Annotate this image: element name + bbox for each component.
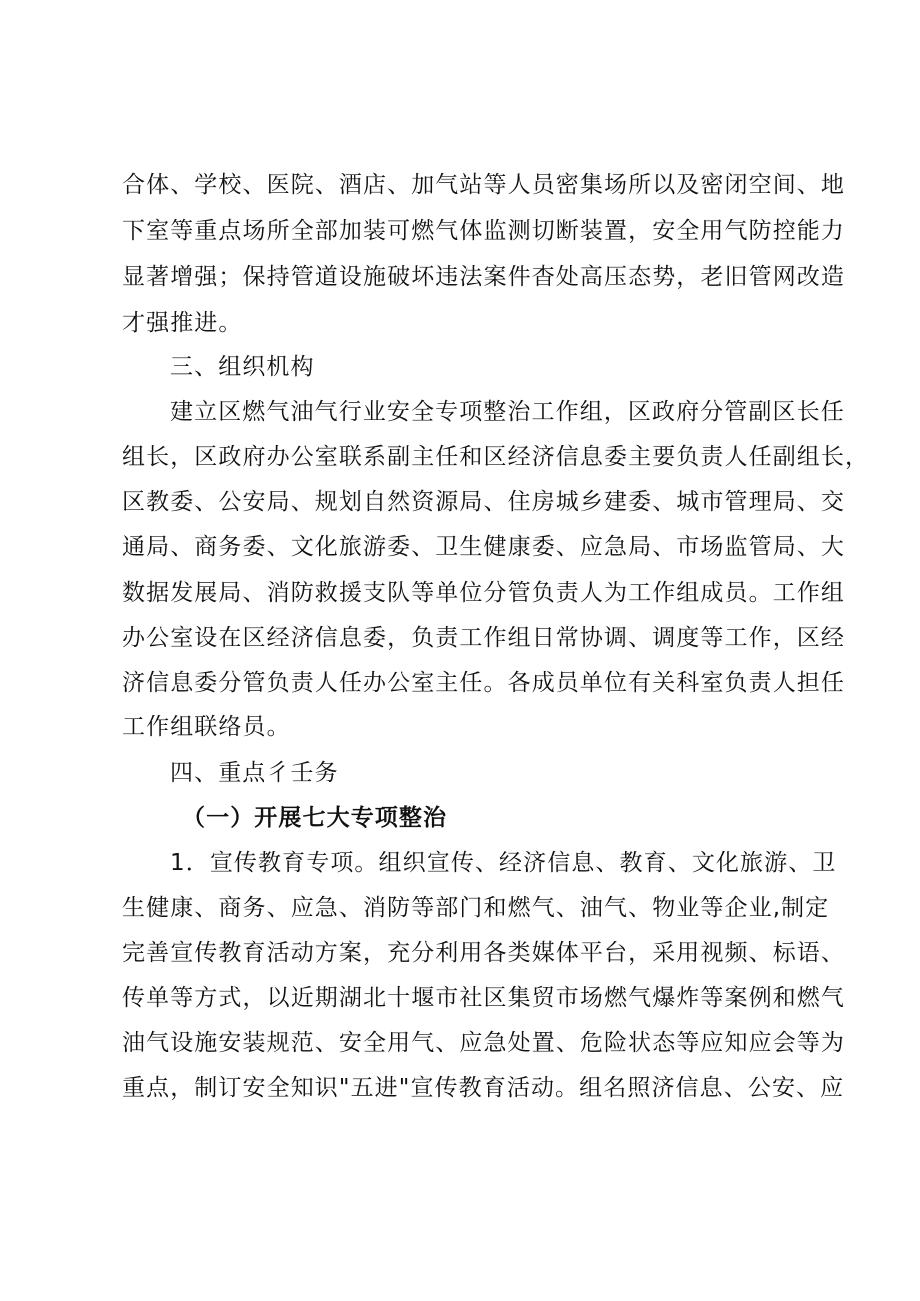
paragraph-line: 通局、商务委、文化旅游委、卫生健康委、应急局、市场监管局、大 — [122, 534, 845, 560]
section-heading: 三、组织机构 — [170, 354, 315, 380]
paragraph-line: 油气设施安装规范、安全用气、应急处置、危险状态等应知应会等为 — [122, 1030, 845, 1056]
paragraph-line: 工作组联络员。 — [122, 714, 291, 740]
paragraph-line: 济信息委分管负责人任办公室主任。各成员单位有关科室负责人担任 — [122, 670, 845, 696]
paragraph-line: 传单等方式，以近期湖北十堰市社区集贸市场燃气爆炸等案例和燃气 — [122, 985, 845, 1011]
paragraph-line: 数据发展局、消防救援支队等单位分管负责人为工作组成员。工作组 — [122, 580, 845, 606]
paragraph-line: 组长，区政府办公室联系副主任和区经济信息委主要负责人任副组长， — [122, 444, 870, 470]
paragraph-line: 建立区燃气油气行业安全专项整治工作组，区政府分管副区长任 — [170, 399, 845, 425]
paragraph-line: 生健康、商务、应急、消防等部门和燃气、油气、物业等企业,制定 — [122, 895, 830, 921]
section-heading: 四、重点彳壬务 — [170, 760, 339, 786]
paragraph-line: 重点，制订安全知识"五进"宣传教育活动。组名照济信息、公安、应 — [122, 1075, 845, 1101]
paragraph-line: 才强推进。 — [122, 310, 243, 336]
paragraph-line: 合体、学校、医院、酒店、加气站等人员密集场所以及密闭空间、地 — [122, 172, 845, 198]
paragraph-line: 区教委、公安局、规划自然资源局、住房城乡建委、城市管理局、交 — [122, 489, 845, 515]
paragraph-line: 1．宣传教育专项。组织宣传、经济信息、教育、文化旅游、卫 — [170, 850, 837, 876]
paragraph-line: 下室等重点场所全部加装可燃气体监测切断装置，安全用气防控能力 — [122, 218, 845, 244]
subsection-heading: （一）开展七大专项整治 — [182, 805, 448, 831]
paragraph-line: 显著增强；保持管道设施破坏违法案件杳处高压态势，老旧管网改造 — [122, 264, 845, 290]
paragraph-line: 办公室设在区经济信息委，负责工作组日常协调、调度等工作，区经 — [122, 625, 845, 651]
paragraph-line: 完善宣传教育活动方案，充分利用各类媒体平台，采用视频、标语、 — [122, 940, 845, 966]
